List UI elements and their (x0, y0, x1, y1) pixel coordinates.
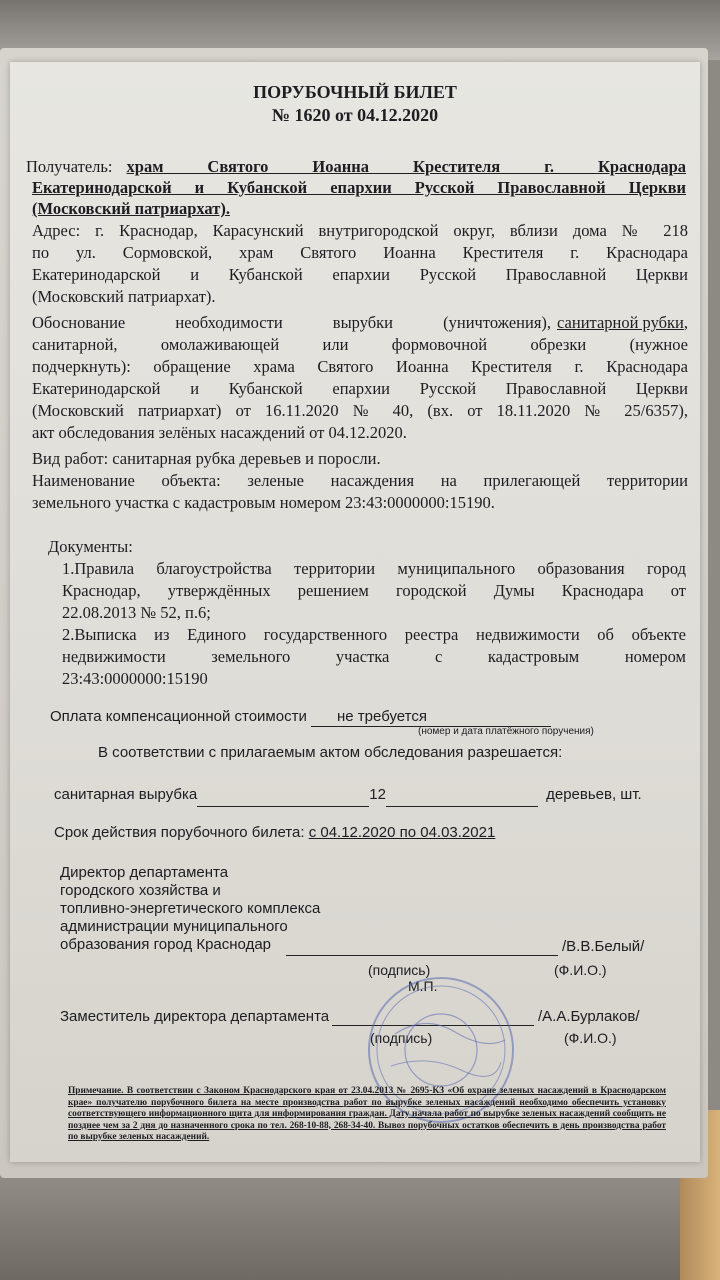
document-1-line-2: Краснодар, утверждённых решением городской Думы Краснодара от (62, 581, 686, 600)
permission-text: В соответствии с прилагаемым актом обследования разрешается: (98, 744, 563, 761)
footnote-label: Примечание. (68, 1086, 124, 1096)
address-line-4: (Московский патриархат). (32, 287, 216, 306)
justification-line-3: подчеркнуть): обращение храма Святого Иоанна Крестителя г. Краснодара (32, 357, 688, 376)
justification-line-6: акт обследования зелёных насаждений от 04.12.2020. (32, 423, 407, 442)
justification-line-2: санитарной, омолаживающей или формовочной обрезки (нужное (32, 335, 688, 354)
felling-line (54, 784, 642, 807)
address-line-3: Екатеринодарской и Кубанской епархии Русской Православной Церкви (32, 265, 688, 284)
recipient-name-1: храм Святого Иоанна Крестителя г. Краснодара (126, 157, 686, 176)
recipient-line-1 (26, 156, 686, 178)
felling-unit: деревьев, шт. (546, 786, 642, 803)
justification-line-4: Екатеринодарской и Кубанской епархии Русской Православной Церкви (32, 379, 688, 398)
payment-label: Оплата компенсационной стоимости (50, 708, 307, 725)
footnote (68, 1086, 666, 1144)
justification-suffix: , (683, 313, 688, 332)
justification-line-1 (32, 312, 688, 334)
justification-prefix: Обоснование необходимости вырубки (уничтожения), (32, 313, 552, 332)
object-line-1: Наименование объекта: зеленые насаждения на прилегающей территории (32, 471, 688, 490)
recipient-name-2: Екатеринодарской и Кубанской епархии Русской Православной Церкви (32, 178, 686, 197)
documents-label: Документы: (48, 537, 133, 556)
address-line-2: по ул. Сормовской, храм Святого Иоанна Крестителя г. Краснодара (32, 243, 688, 262)
validity-label: Срок действия порубочного билета: (54, 824, 305, 841)
felling-label: санитарная вырубка (54, 786, 198, 803)
document-page (10, 62, 700, 1162)
work-type: Вид работ: санитарная рубка деревьев и поросли. (32, 449, 381, 468)
justification-line-5: (Московский патриархат) от 16.11.2020 № 40, (вх. от 18.11.2020 № 25/6357), (32, 401, 688, 420)
document-2-line-2: недвижимости земельного участка с кадастровым номером (62, 647, 686, 666)
recipient-name-3: (Московский патриархат). (32, 199, 230, 218)
director-title-5: образования город Краснодар (60, 936, 272, 953)
document-1-line-1: 1.Правила благоустройства территории муниципального образования город (62, 559, 686, 578)
deputy-fio-hint: (Ф.И.О.) (564, 1030, 617, 1046)
deputy-label: Заместитель директора департамента (60, 1008, 330, 1025)
payment-hint: (номер и дата платёжного поручения) (418, 726, 594, 737)
document-1-line-3: 22.08.2013 № 52, п.6; (62, 603, 211, 622)
director-title-1: Директор департамента (60, 864, 229, 881)
director-title-2: городского хозяйства и (60, 882, 221, 899)
justification-underlined: санитарной рубки (557, 313, 684, 332)
payment-value: не требуется (337, 708, 427, 725)
director-title-3: топливно-энергетического комплекса (60, 900, 321, 917)
deputy-sign-hint: (подпись) (370, 1030, 433, 1046)
director-title-4: администрации муниципального (60, 918, 288, 935)
director-name: /В.В.Белый/ (562, 938, 645, 955)
felling-count: 12 (369, 786, 386, 803)
object-line-2: земельного участка с кадастровым номером 23:43:0000000:15190. (32, 493, 495, 512)
seal-mark: М.П. (408, 978, 438, 994)
address-line-1: Адрес: г. Краснодар, Карасунский внутригородской округ, вблизи дома № 218 (32, 221, 688, 240)
document-title: ПОРУБОЧНЫЙ БИЛЕТ (253, 82, 457, 102)
document-number: № 1620 от 04.12.2020 (271, 105, 439, 125)
deputy-name: /А.А.Бурлаков/ (538, 1008, 640, 1025)
document-2-line-3: 23:43:0000000:15190 (62, 669, 208, 688)
validity-line (54, 822, 495, 844)
document-2-line-1: 2.Выписка из Единого государственного реестра недвижимости об объекте (62, 625, 686, 644)
footnote-text: В соответствии с Законом Краснодарского края от 23.04.2013 № 2695-КЗ «Об охране зеленых насаждений в Краснодарском крае» получателю порубочного билета на месте производства работ по вырубке зеленых насаждений необходимо обеспечить установку соответствующего информационного щита для информирования граждан. Дату начала работ по вырубке зеленых насаждений сообщить не позднее чем за 2 дня до назначенного срока по тел. 268-10-88, 268-34-40. Вывоз порубочных остатков обеспечить в день производства работ по вырубке зеленых насаждений. (68, 1086, 667, 1142)
director-fio-hint: (Ф.И.О.) (554, 962, 607, 978)
validity-value: с 04.12.2020 по 04.03.2021 (308, 824, 496, 841)
director-sign-hint: (подпись) (368, 962, 431, 978)
recipient-label: Получатель: (26, 157, 113, 176)
director-signature-line (286, 954, 558, 956)
